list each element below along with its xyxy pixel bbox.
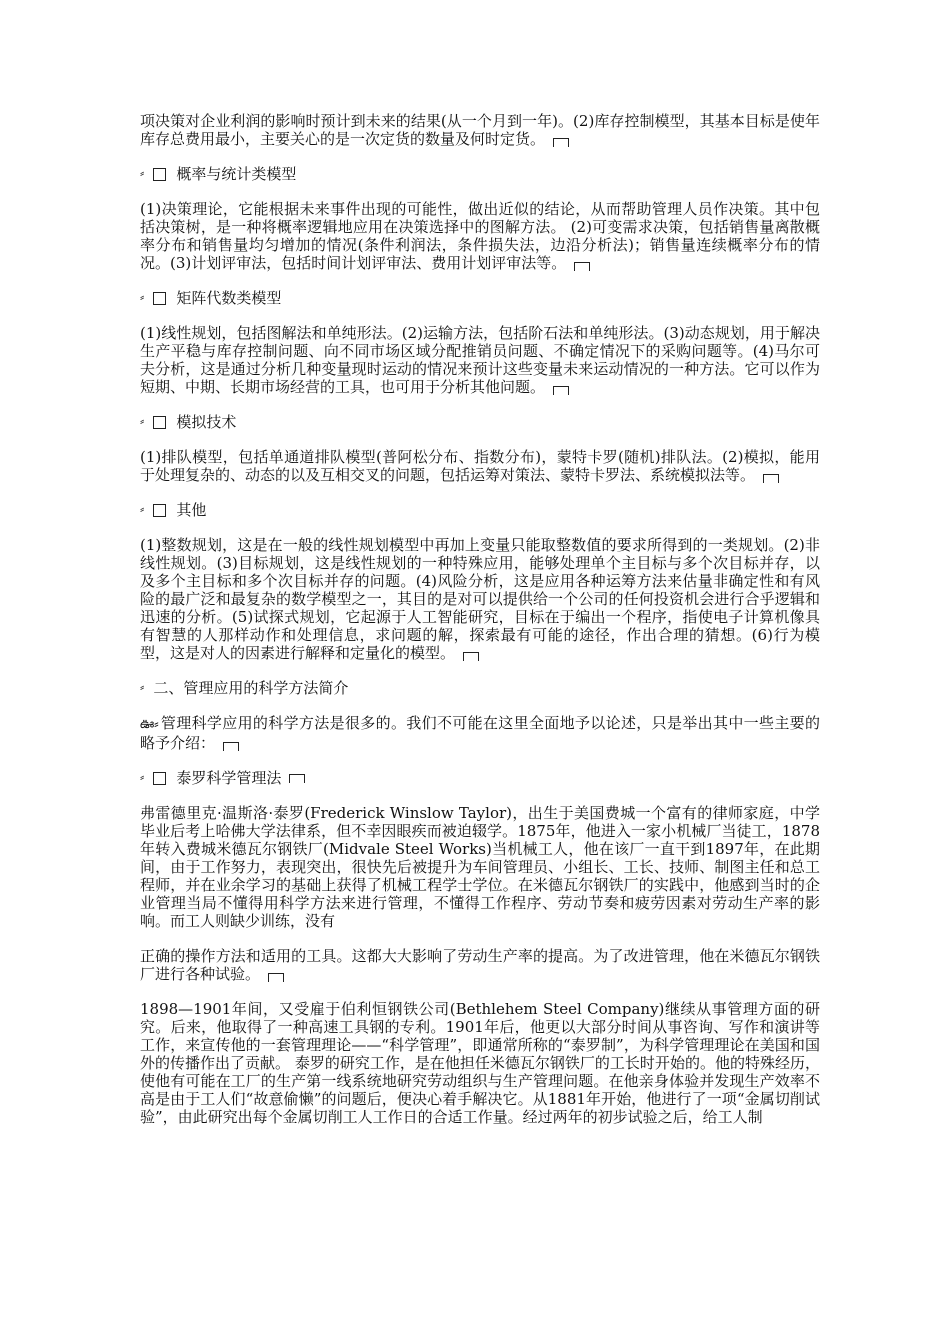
checkbox-square-icon (153, 772, 166, 785)
document-page (140, 112, 820, 1143)
paragraph-mark-icon (223, 742, 239, 751)
checkbox-square-icon (153, 168, 166, 181)
body-paragraph (140, 448, 820, 484)
heading-text: 其他 (176, 501, 207, 519)
paragraph-text: (1)整数规划，这是在一般的线性规划模型中再加上变量只能取整数值的要求所得到的一类规划。(2)非线性规划。(3)目标规划，这是线性规划的一种特殊应用，能够处理单个主目标与多个次目标并存，以及多个主目标和多个次目标并存的问题。(4)风险分析，这是应用各种运筹方法来估量非确定性和有风险的最广泛和最复杂的数学模型之一，其目的是对可以提供给一个公司的任何投资机会进行合乎逻辑和迅速的分析。(5)试探式规划，它起源于人工智能研究，目标在于编出一个程序，指使电子计算机像具有智慧的人那样动作和处理信息，求问题的解，探索最有可能的途径，作出合理的猜想。(6)行为模型，这是对人的因素进行解释和定量化的模型。 (140, 536, 820, 662)
body-paragraph (140, 536, 820, 662)
bullet-mark-icon: ⸗ (140, 166, 144, 181)
body-paragraph (140, 714, 820, 752)
paragraph-mark-icon (289, 774, 305, 783)
section-heading (140, 679, 820, 697)
bullet-mark-icon: ⸗ (140, 770, 144, 785)
paragraph-mark-icon (553, 386, 569, 395)
paragraph-mark-icon (268, 973, 284, 982)
section-heading (140, 413, 820, 431)
checkbox-square-icon (153, 416, 166, 429)
heading-text: 模拟技术 (176, 413, 237, 431)
paragraph-text: (1)排队模型，包括单通道排队模型(普阿松分布、指数分布)，蒙特卡罗(随机)排队法。(2)模拟，能用于处理复杂的、动态的以及互相交叉的问题，包括运筹对策法、蒙特卡罗法、系统模拟法等。 (140, 448, 820, 484)
section-heading (140, 501, 820, 519)
body-paragraph (140, 804, 820, 930)
lead-mark-icon: ఊ⸗ (140, 717, 159, 732)
body-paragraph (140, 324, 820, 396)
checkbox-square-icon (153, 292, 166, 305)
paragraph-text: 项决策对企业利润的影响时预计到未来的结果(从一个月到一年)。(2)库存控制模型，其基本目标是使年库存总费用最小，主要关心的是一次定货的数量及何时定货。 (140, 112, 820, 148)
paragraph-text: 正确的操作方法和适用的工具。这都大大影响了劳动生产率的提高。为了改进管理，他在米德瓦尔钢铁厂进行各种试验。 (140, 947, 820, 983)
paragraph-text: (1)线性规划，包括图解法和单纯形法。(2)运输方法，包括阶石法和单纯形法。(3)动态规划，用于解决生产平稳与库存控制问题、向不同市场区域分配推销员问题、不确定情况下的采购问题等。(4)马尔可夫分析，这是通过分析几种变量现时运动的情况来预计这些变量未来运动情况的一种方法。它可以作为短期、中期、长期市场经营的工具，也可用于分析其他问题。 (140, 324, 820, 396)
section-heading (140, 769, 820, 787)
section-heading (140, 289, 820, 307)
heading-text: 概率与统计类模型 (176, 165, 297, 183)
bullet-mark-icon: ⸗ (140, 502, 144, 517)
heading-text: 矩阵代数类模型 (176, 289, 282, 307)
heading-text: 二、管理应用的科学方法简介 (153, 679, 349, 697)
paragraph-mark-icon (463, 652, 479, 661)
paragraph-mark-icon (574, 262, 590, 271)
paragraph-text: 管理科学应用的科学方法是很多的。我们不可能在这里全面地予以论述，只是举出其中一些主要的略予介绍： (140, 714, 820, 752)
paragraph-mark-icon (763, 474, 779, 483)
body-paragraph (140, 947, 820, 983)
body-paragraph (140, 1000, 820, 1126)
paragraph-text: (1)决策理论，它能根据未来事件出现的可能性，做出近似的结论，从而帮助管理人员作决策。其中包括决策树，是一种将概率逻辑地应用在决策选择中的图解方法。 (2)可变需求决策，包括销售量离散概率分布和销售量均匀增加的情况(条件利润法，条件损失法，边沿分析法)；销售量连续概率分布的情况。(3)计划评审法，包括时间计划评审法、费用计划评审法等。 (140, 200, 820, 272)
heading-text: 泰罗科学管理法 (176, 769, 282, 787)
bullet-mark-icon: ⸗ (140, 414, 144, 429)
checkbox-square-icon (153, 504, 166, 517)
bullet-mark-icon: ⸗ (140, 680, 144, 695)
paragraph-gap (140, 930, 820, 947)
paragraph-text: 1898—1901年间，又受雇于伯利恒钢铁公司(Bethlehem Steel Company)继续从事管理方面的研究。后来，他取得了一种高速工具钢的专利。1901年后，他更以大部分时间从事咨询、写作和演讲等工作，来宣传他的一套管理理论——“科学管理”，即通常所称的“泰罗制”，为科学管理理论在美国和国外的传播作出了贡献。 泰罗的研究工作，是在他担任米德瓦尔钢铁厂的工长时开始的。他的特殊经历，使他有可能在工厂的生产第一线系统地研究劳动组织与生产管理问题。在他亲身体验并发现生产效率不高是由于工人们“故意偷懒”的问题后，便决心着手解决它。从1881年开始，他进行了一项“金属切削试验”，由此研究出每个金属切削工人工作日的合适工作量。经过两年的初步试验之后，给工人制 (140, 1000, 820, 1126)
bullet-mark-icon: ⸗ (140, 290, 144, 305)
body-paragraph (140, 200, 820, 272)
paragraph-mark-icon (553, 138, 569, 147)
paragraph-text: 弗雷德里克·温斯洛·泰罗(Frederick Winslow Taylor)，出生于美国费城一个富有的律师家庭，中学毕业后考上哈佛大学法律系，但不幸因眼疾而被迫辍学。1875年，他进入一家小机械厂当徒工，1878年转入费城米德瓦尔钢铁厂(Midvale Steel Works)当机械工人，他在该厂一直干到1897年，在此期间，由于工作努力，表现突出，很快先后被提升为车间管理员、小组长、工长、技师、制图主任和总工程师，并在业余学习的基础上获得了机械工程学士学位。在米德瓦尔钢铁厂的实践中，他感到当时的企业管理当局不懂得用科学方法来进行管理，不懂得工作程序、劳动节奏和疲劳因素对劳动生产率的影响。而工人则缺少训练，没有 (140, 804, 820, 930)
section-heading (140, 165, 820, 183)
body-paragraph (140, 112, 820, 148)
